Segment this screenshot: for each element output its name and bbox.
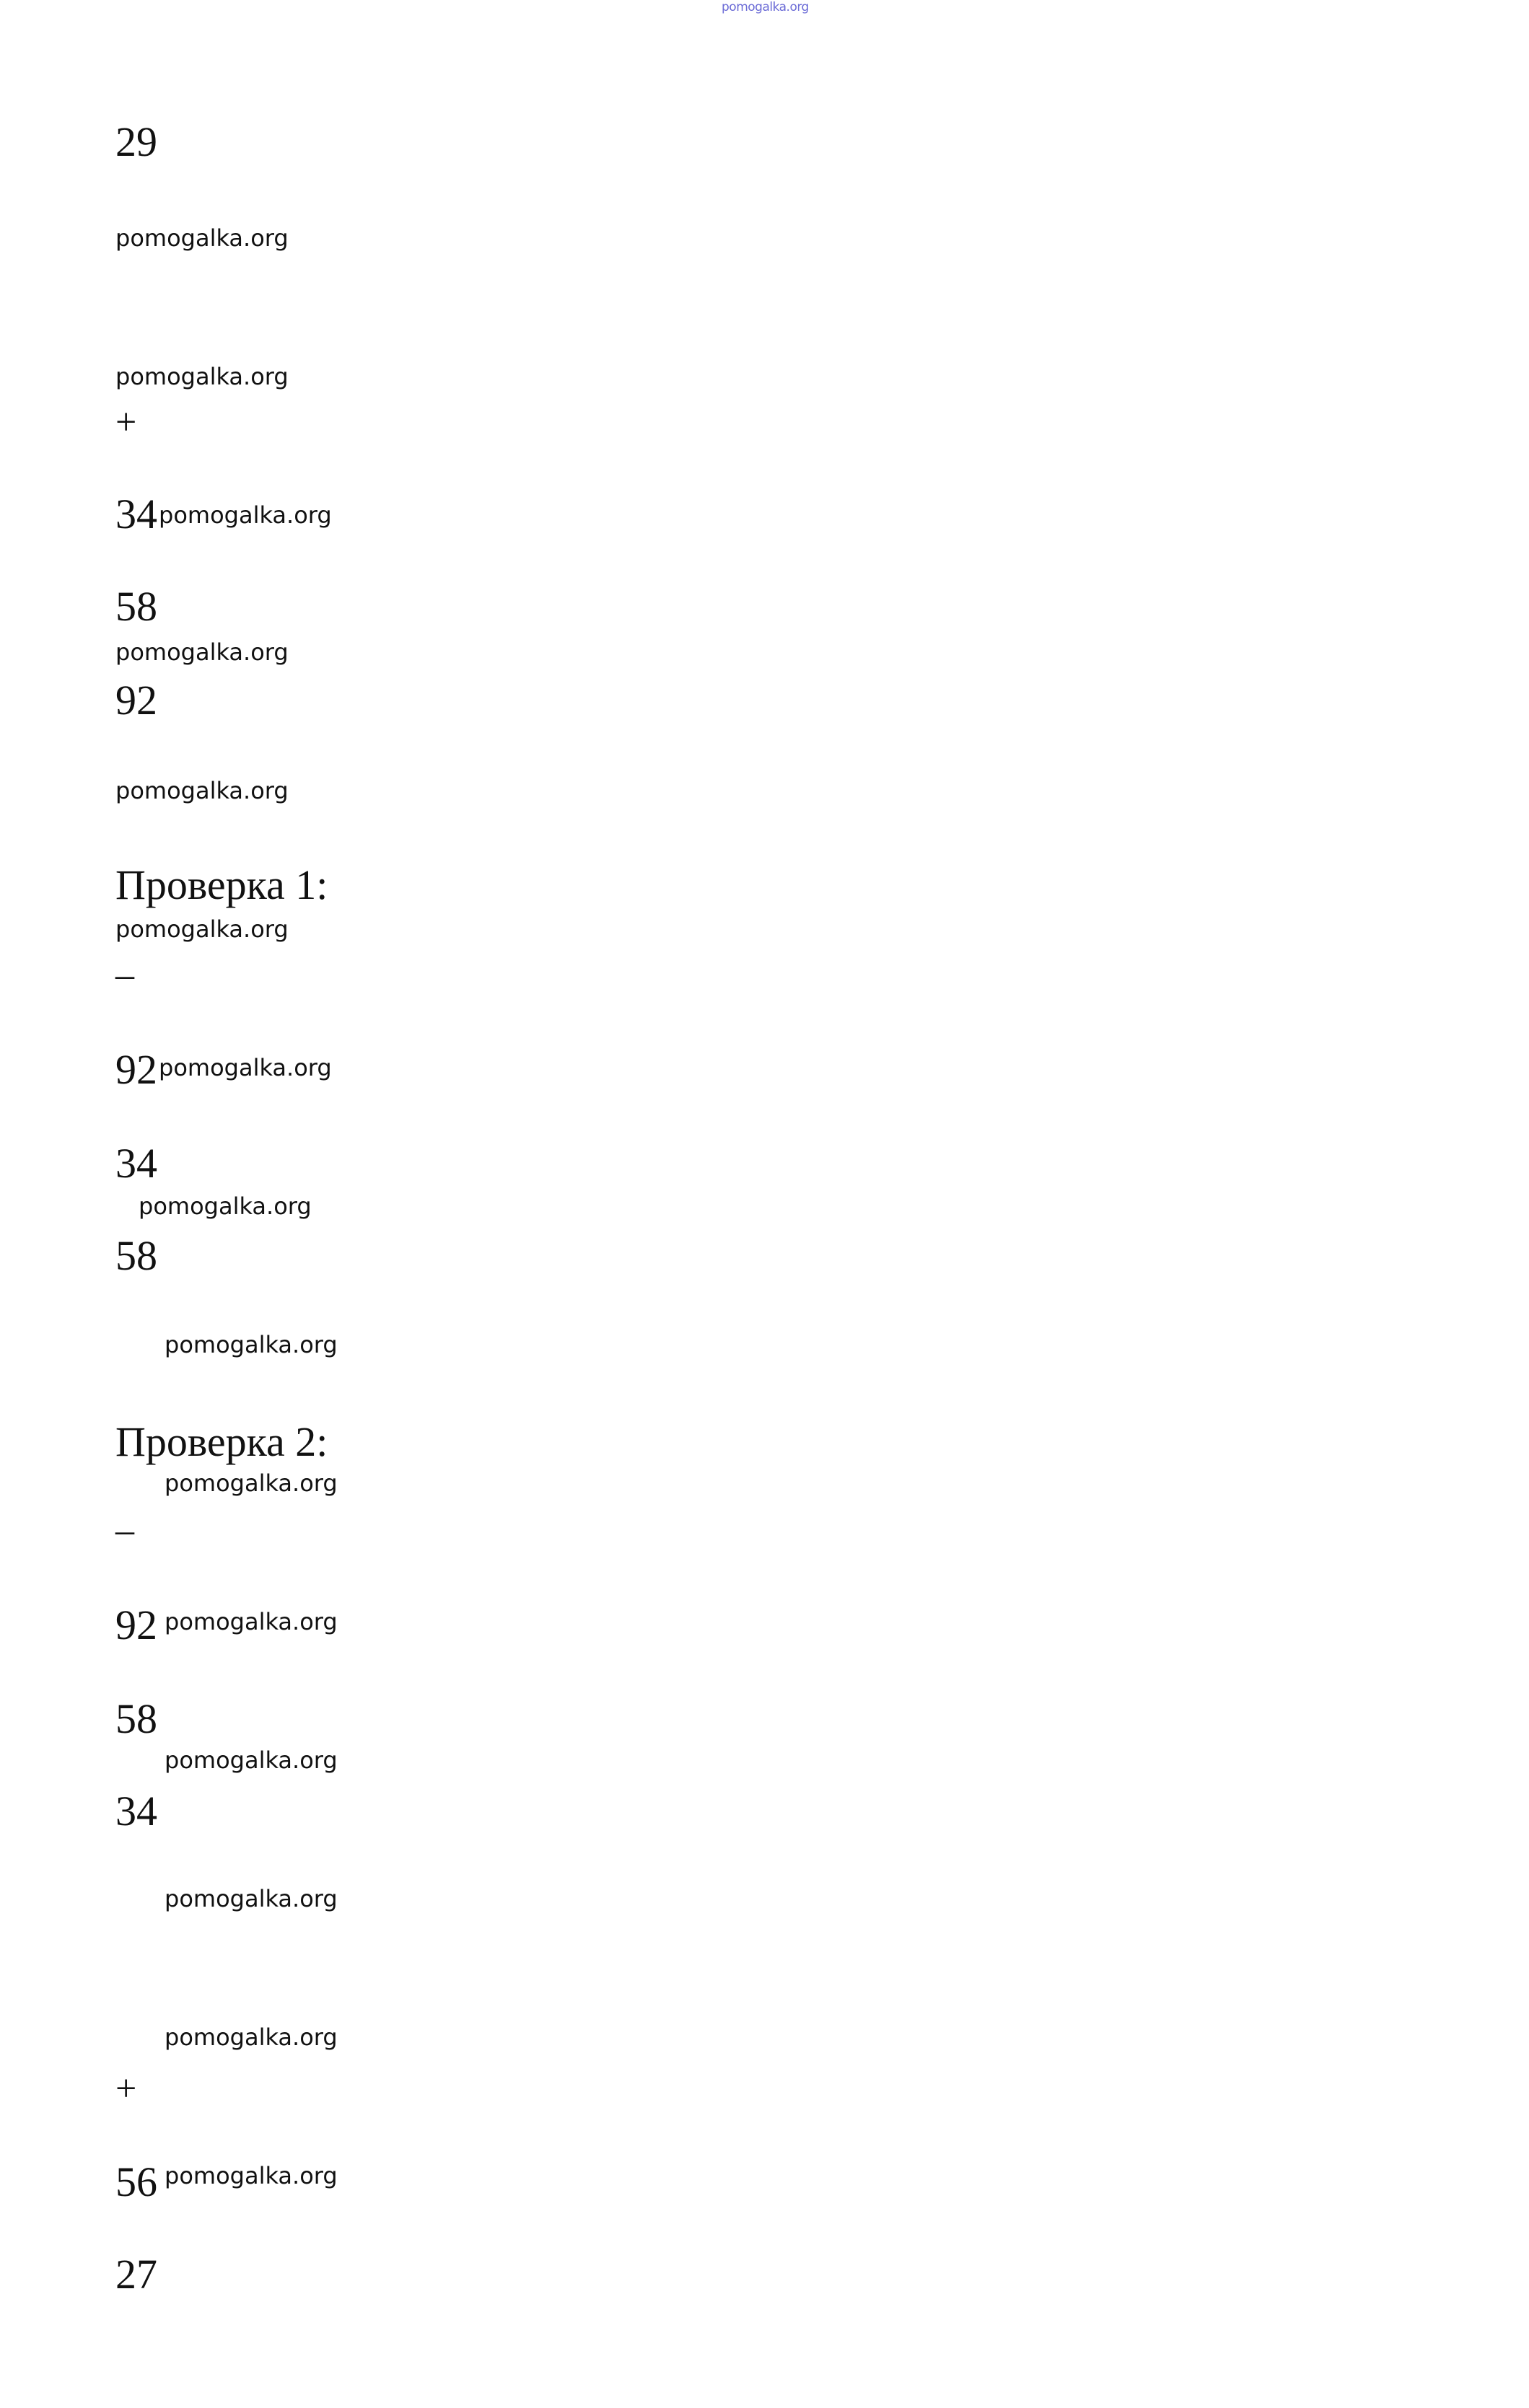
- plus-sign: +: [115, 2068, 137, 2109]
- number-line: 34: [115, 1140, 157, 1187]
- plus-sign: +: [115, 402, 137, 443]
- watermark-text: pomogalka.org: [115, 363, 289, 390]
- number-line: 27: [115, 2251, 157, 2298]
- watermark-text: pomogalka.org: [165, 2162, 338, 2189]
- number-line: 29: [115, 118, 157, 165]
- watermark-text: pomogalka.org: [165, 1746, 338, 1774]
- number-line: 92: [115, 677, 157, 724]
- watermark-text: pomogalka.org: [115, 777, 289, 804]
- watermark-text: pomogalka.org: [165, 2023, 338, 2051]
- watermark-text: pomogalka.org: [165, 1608, 338, 1635]
- check-heading-1: Проверка 1:: [115, 861, 328, 908]
- watermark-text: pomogalka.org: [115, 224, 289, 252]
- watermark-text: pomogalka.org: [165, 1469, 338, 1497]
- watermark-text: pomogalka.org: [165, 1885, 338, 1912]
- watermark-text: pomogalka.org: [159, 1054, 332, 1081]
- number-line: 34: [115, 1788, 157, 1834]
- number-line: 58: [115, 1232, 157, 1279]
- number-line: 56: [115, 2158, 157, 2205]
- watermark-text: pomogalka.org: [139, 1192, 312, 1220]
- number-line: 58: [115, 1695, 157, 1742]
- watermark-text: pomogalka.org: [115, 915, 289, 943]
- number-line: 92: [115, 1046, 157, 1093]
- watermark-text: pomogalka.org: [165, 1331, 338, 1358]
- top-watermark: pomogalka.org: [722, 0, 809, 14]
- watermark-text: pomogalka.org: [159, 501, 332, 529]
- watermark-text: pomogalka.org: [115, 638, 289, 666]
- check-heading-2: Проверка 2:: [115, 1418, 328, 1465]
- number-line: 92: [115, 1601, 157, 1648]
- minus-sign: –: [115, 954, 134, 996]
- number-line: 34: [115, 491, 157, 537]
- number-line: 58: [115, 583, 157, 630]
- minus-sign: –: [115, 1510, 134, 1551]
